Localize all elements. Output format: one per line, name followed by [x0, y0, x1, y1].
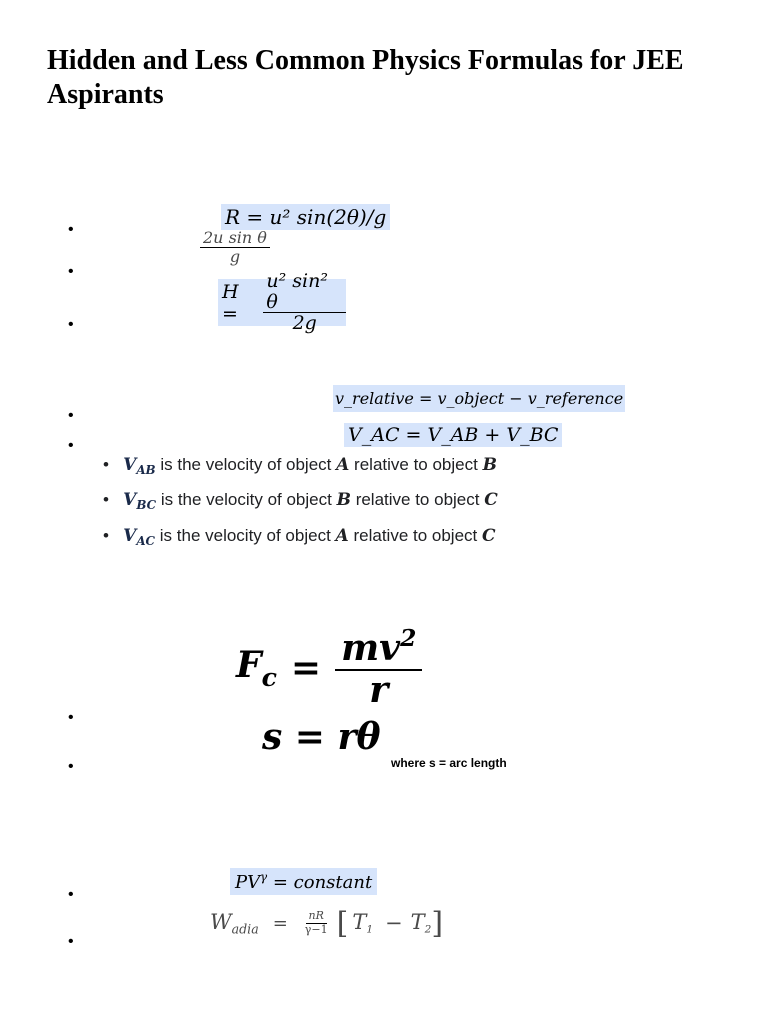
relative-velocity-formula: v_relative = v_object − v_reference: [333, 385, 625, 412]
max-height-lhs: H =: [222, 280, 239, 325]
velocity-addition-formula: V_AC = V_AB + V_BC: [344, 423, 562, 447]
work-fraction-numerator: nR: [306, 910, 327, 923]
left-bracket: [: [336, 905, 349, 941]
bullet: •: [68, 221, 74, 238]
definition-text: relative to object: [354, 455, 478, 474]
sub-bullet: •: [103, 526, 109, 545]
bullet: •: [68, 316, 74, 333]
arc-length-formula: s = rθ: [262, 716, 381, 758]
centripetal-denominator: r: [369, 668, 389, 711]
object-symbol: C: [484, 490, 498, 510]
equals-sign: =: [272, 912, 288, 934]
centripetal-lhs: $F_c$: [236, 644, 277, 692]
bullet: •: [68, 407, 74, 424]
object-symbol: A: [336, 455, 350, 475]
arc-length-note: where s = arc length: [391, 756, 507, 770]
work-lhs: $W_{adia}$: [210, 909, 259, 937]
time-of-flight-denominator: g: [229, 246, 241, 266]
equals-sign: =: [290, 647, 322, 689]
centripetal-force-formula: [236, 618, 422, 718]
sub-bullet: •: [103, 490, 109, 509]
object-symbol: A: [335, 526, 349, 546]
sub-bullet: •: [103, 455, 109, 474]
velocity-symbol: $V_{AC}$: [123, 526, 156, 549]
list-item: [103, 526, 496, 548]
max-height-formula: [218, 269, 346, 335]
minus-sign: −: [385, 911, 403, 935]
list-item: [103, 455, 497, 477]
time-of-flight-formula: [200, 229, 270, 265]
work-fraction: [302, 910, 331, 935]
bullet: •: [68, 709, 74, 726]
adiabatic-formula: [230, 868, 377, 895]
work-t2: $T_2$: [410, 910, 432, 936]
time-of-flight-numerator: 2u sin θ: [200, 229, 270, 248]
object-symbol: B: [482, 455, 497, 475]
definition-text: relative to object: [353, 526, 478, 545]
range-formula: R = u² sin(2θ)/g: [221, 204, 390, 230]
bullet: •: [68, 758, 74, 775]
velocity-symbol: $V_{BC}$: [123, 490, 157, 513]
object-symbol: C: [482, 526, 496, 546]
bullet: •: [68, 933, 74, 950]
object-symbol: B: [336, 490, 351, 510]
definition-text: is the velocity of object: [159, 526, 331, 545]
work-fraction-denominator: γ−1: [304, 922, 328, 936]
work-t1: $T_1$: [352, 910, 374, 936]
page-title: Hidden and Less Common Physics Formulas for JEE Aspirants: [47, 45, 684, 110]
right-bracket: ]: [431, 905, 444, 941]
definition-text: relative to object: [355, 490, 480, 509]
velocity-symbol: $V_{AB}$: [123, 455, 156, 478]
adiabatic-rhs: = constant: [272, 872, 373, 894]
max-height-numerator: u² sin² θ: [263, 271, 346, 314]
bullet: •: [68, 886, 74, 903]
centripetal-numerator: $mv^2$: [335, 626, 422, 671]
max-height-denominator: 2g: [292, 312, 317, 335]
adiabatic-work-formula: [210, 902, 443, 944]
bullet: •: [68, 263, 74, 280]
adiabatic-lhs: PV: [235, 872, 261, 894]
definition-text: is the velocity of object: [160, 455, 332, 474]
gamma-exponent: γ: [260, 870, 268, 884]
definition-text: is the velocity of object: [160, 490, 332, 509]
list-item: [103, 490, 498, 512]
bullet: •: [68, 437, 74, 454]
